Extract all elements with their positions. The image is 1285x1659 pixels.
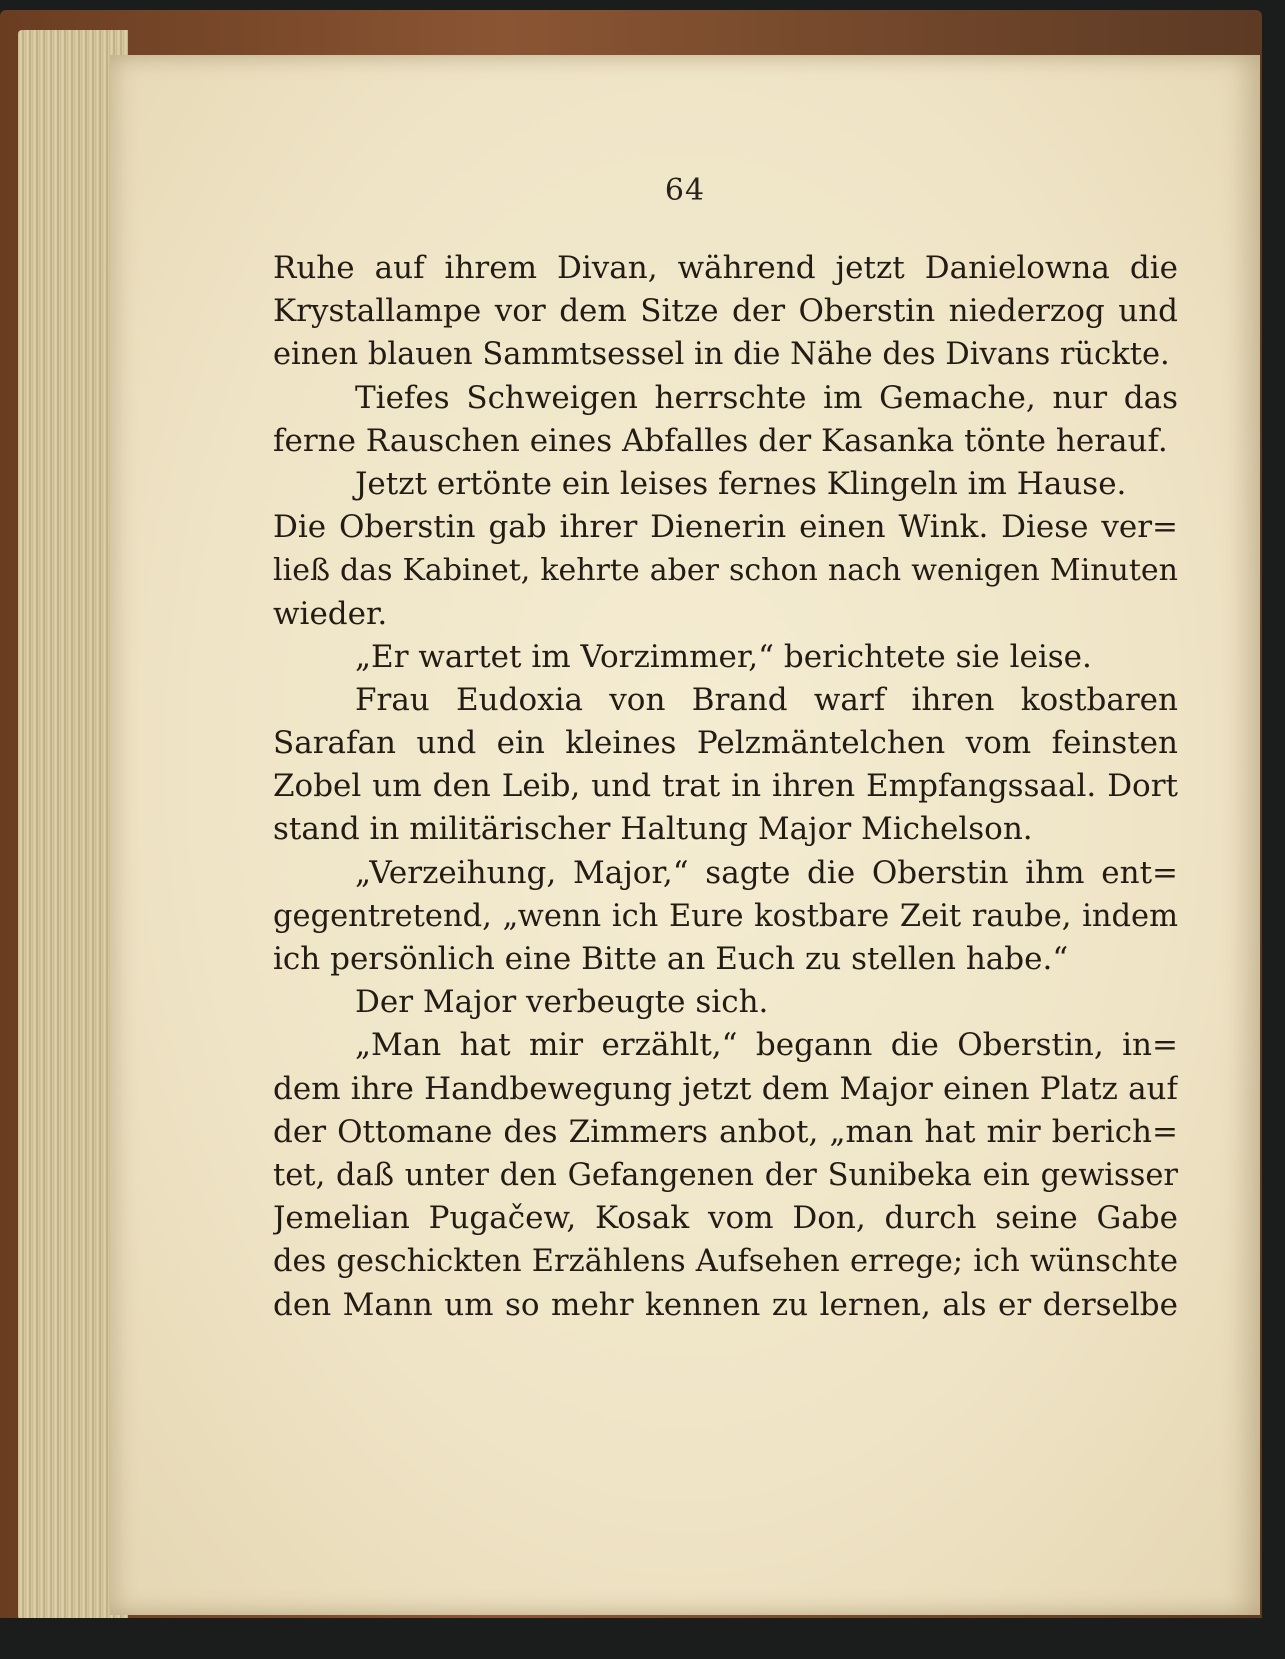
text-line: einen blauen Sammtsessel in die Nähe des Divans rückte. — [273, 337, 1170, 373]
page-number: 64 — [664, 173, 706, 208]
text-line: Tiefes Schweigen herrschte im Gemache, nur das — [355, 379, 1178, 416]
text-line: Jemelian Pugačew, Kosak vom Don, durch seine Gabe — [273, 1200, 1178, 1237]
text-line: gegentretend, „wenn ich Eure kostbare Zeit raube, indem — [273, 898, 1178, 934]
text-line: den Mann um so mehr kennen zu lernen, als er derselbe — [273, 1286, 1178, 1323]
text-line: ferne Rauschen eines Abfalles der Kasanka tönte herauf. — [273, 422, 1168, 459]
text-line: „Er wartet im Vorzimmer,“ berichtete sie leise. — [355, 638, 1092, 675]
book-page — [110, 55, 1260, 1615]
text-line: des geschickten Erzählens Aufsehen errege; ich wünschte — [273, 1244, 1178, 1280]
text-line: ich persönlich eine Bitte an Euch zu stellen habe.“ — [273, 941, 1069, 977]
text-line: Sarafan und ein kleines Pelzmäntelchen vom feinsten — [273, 725, 1178, 762]
text-line: Krystallampe vor dem Sitze der Oberstin niederzog und — [273, 293, 1178, 330]
scan-background-bottom — [0, 1618, 1285, 1659]
text-line: stand in militärischer Haltung Major Michelson. — [273, 811, 1033, 848]
text-line: Ruhe auf ihrem Divan, während jetzt Danielowna die — [273, 250, 1178, 286]
text-line: „Verzeihung, Major,“ sagte die Oberstin ihm ent= — [355, 854, 1178, 891]
text-line: ließ das Kabinet, kehrte aber schon nach wenigen Minuten — [273, 553, 1178, 589]
text-line: Der Major verbeugte sich. — [355, 984, 769, 1021]
text-line: Frau Eudoxia von Brand warf ihren kostbaren — [355, 681, 1178, 718]
text-line: Jetzt ertönte ein leises fernes Klingeln im Hause. — [355, 465, 1127, 502]
text-line: dem ihre Handbewegung jetzt dem Major einen Platz auf — [273, 1070, 1178, 1107]
text-line: „Man hat mir erzählt,“ begann die Oberstin, in= — [355, 1027, 1178, 1064]
text-line: Zobel um den Leib, und trat in ihren Empfangssaal. Dort — [273, 768, 1178, 805]
text-line: wieder. — [273, 595, 388, 632]
page-text — [273, 247, 1178, 1327]
text-line: der Ottomane des Zimmers anbot, „man hat mir berich= — [273, 1113, 1178, 1150]
text-line: tet, daß unter den Gefangenen der Sunibeka ein gewisser — [273, 1157, 1178, 1193]
text-line: Die Oberstin gab ihrer Dienerin einen Wink. Diese ver= — [273, 509, 1178, 546]
